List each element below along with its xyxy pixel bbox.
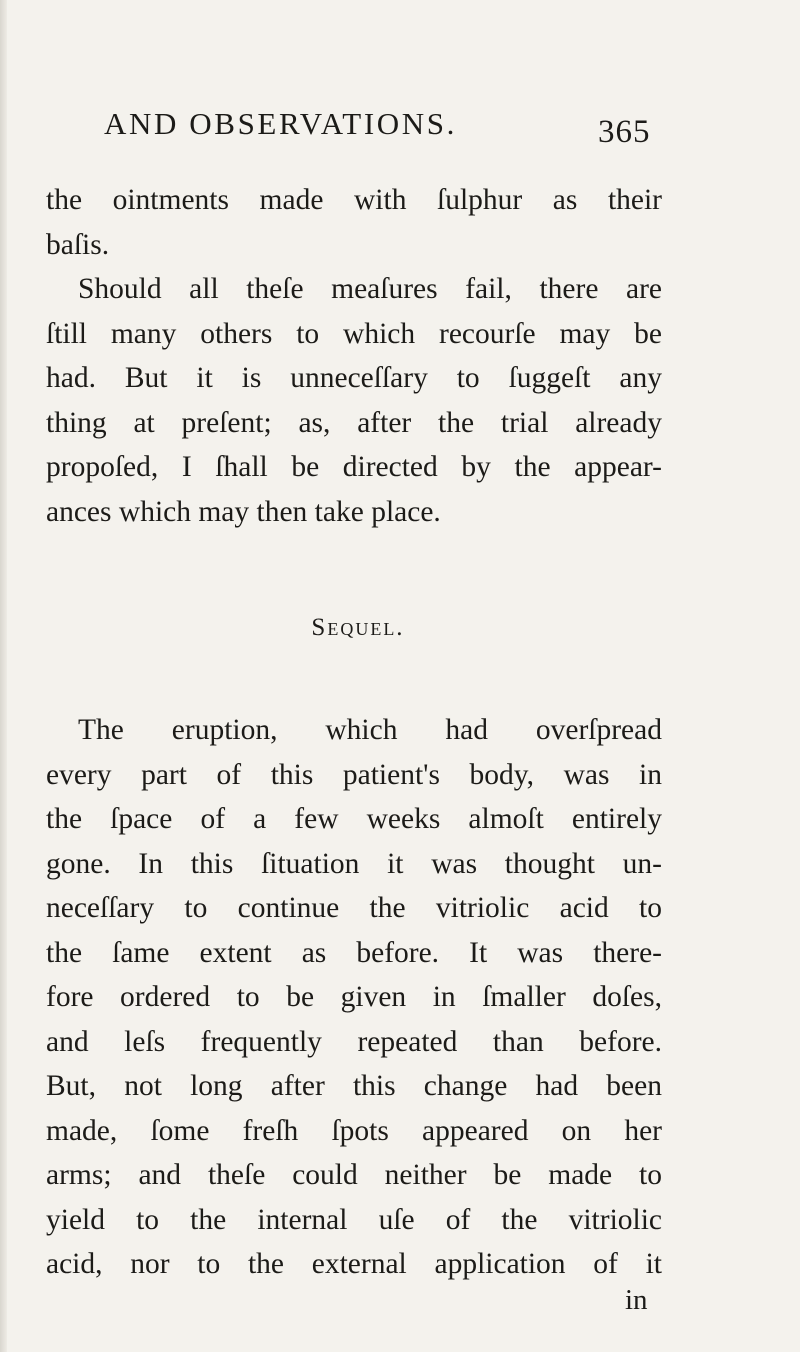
text-line: neceſſary to continue the vitriolic acid to bbox=[46, 892, 662, 924]
text-line: baſis. bbox=[46, 228, 110, 261]
page-header bbox=[0, 100, 800, 160]
text-line: propoſed, I ſhall be directed by the appear- bbox=[46, 451, 662, 483]
text-line: arms; and theſe could neither be made to bbox=[46, 1159, 662, 1191]
text-line: The eruption, which had overſpread bbox=[78, 714, 662, 746]
text-line: But, not long after this change had been bbox=[46, 1070, 662, 1102]
page-number: 365 bbox=[598, 114, 651, 150]
text-line: yield to the internal uſe of the vitriolic bbox=[46, 1203, 662, 1236]
text-line: gone. In this ſituation it was thought un- bbox=[46, 847, 662, 880]
text-line: had. But it is unneceſſary to ſuggeſt any bbox=[46, 362, 662, 394]
text-line: acid, nor to the external application of it bbox=[46, 1248, 662, 1280]
text-line: ances which may then take place. bbox=[46, 495, 441, 528]
text-line: the ſame extent as before. It was there- bbox=[46, 936, 662, 969]
text-line: every part of this patient's body, was in bbox=[46, 758, 662, 791]
section-heading bbox=[0, 614, 800, 642]
text-block-top bbox=[46, 178, 662, 534]
text-line: made, ſome freſh ſpots appeared on her bbox=[46, 1114, 662, 1147]
text-line: ſtill many others to which recourſe may be bbox=[46, 317, 662, 350]
catchword: in bbox=[625, 1284, 648, 1316]
text-line: the ſpace of a few weeks almoſt entirely bbox=[46, 803, 662, 835]
running-head: AND OBSERVATIONS. bbox=[104, 106, 457, 141]
page-gutter-shadow bbox=[0, 0, 7, 1352]
text-line: and leſs frequently repeated than before. bbox=[46, 1025, 662, 1058]
text-line: Should all theſe meaſures fail, there are bbox=[78, 273, 662, 305]
text-block-bottom bbox=[46, 708, 662, 1287]
section-heading-text: Sequel. bbox=[311, 614, 405, 641]
text-line: the ointments made with ſulphur as their bbox=[46, 184, 662, 216]
text-line: thing at preſent; as, after the trial already bbox=[46, 406, 662, 439]
text-line: fore ordered to be given in ſmaller doſes, bbox=[46, 981, 662, 1013]
